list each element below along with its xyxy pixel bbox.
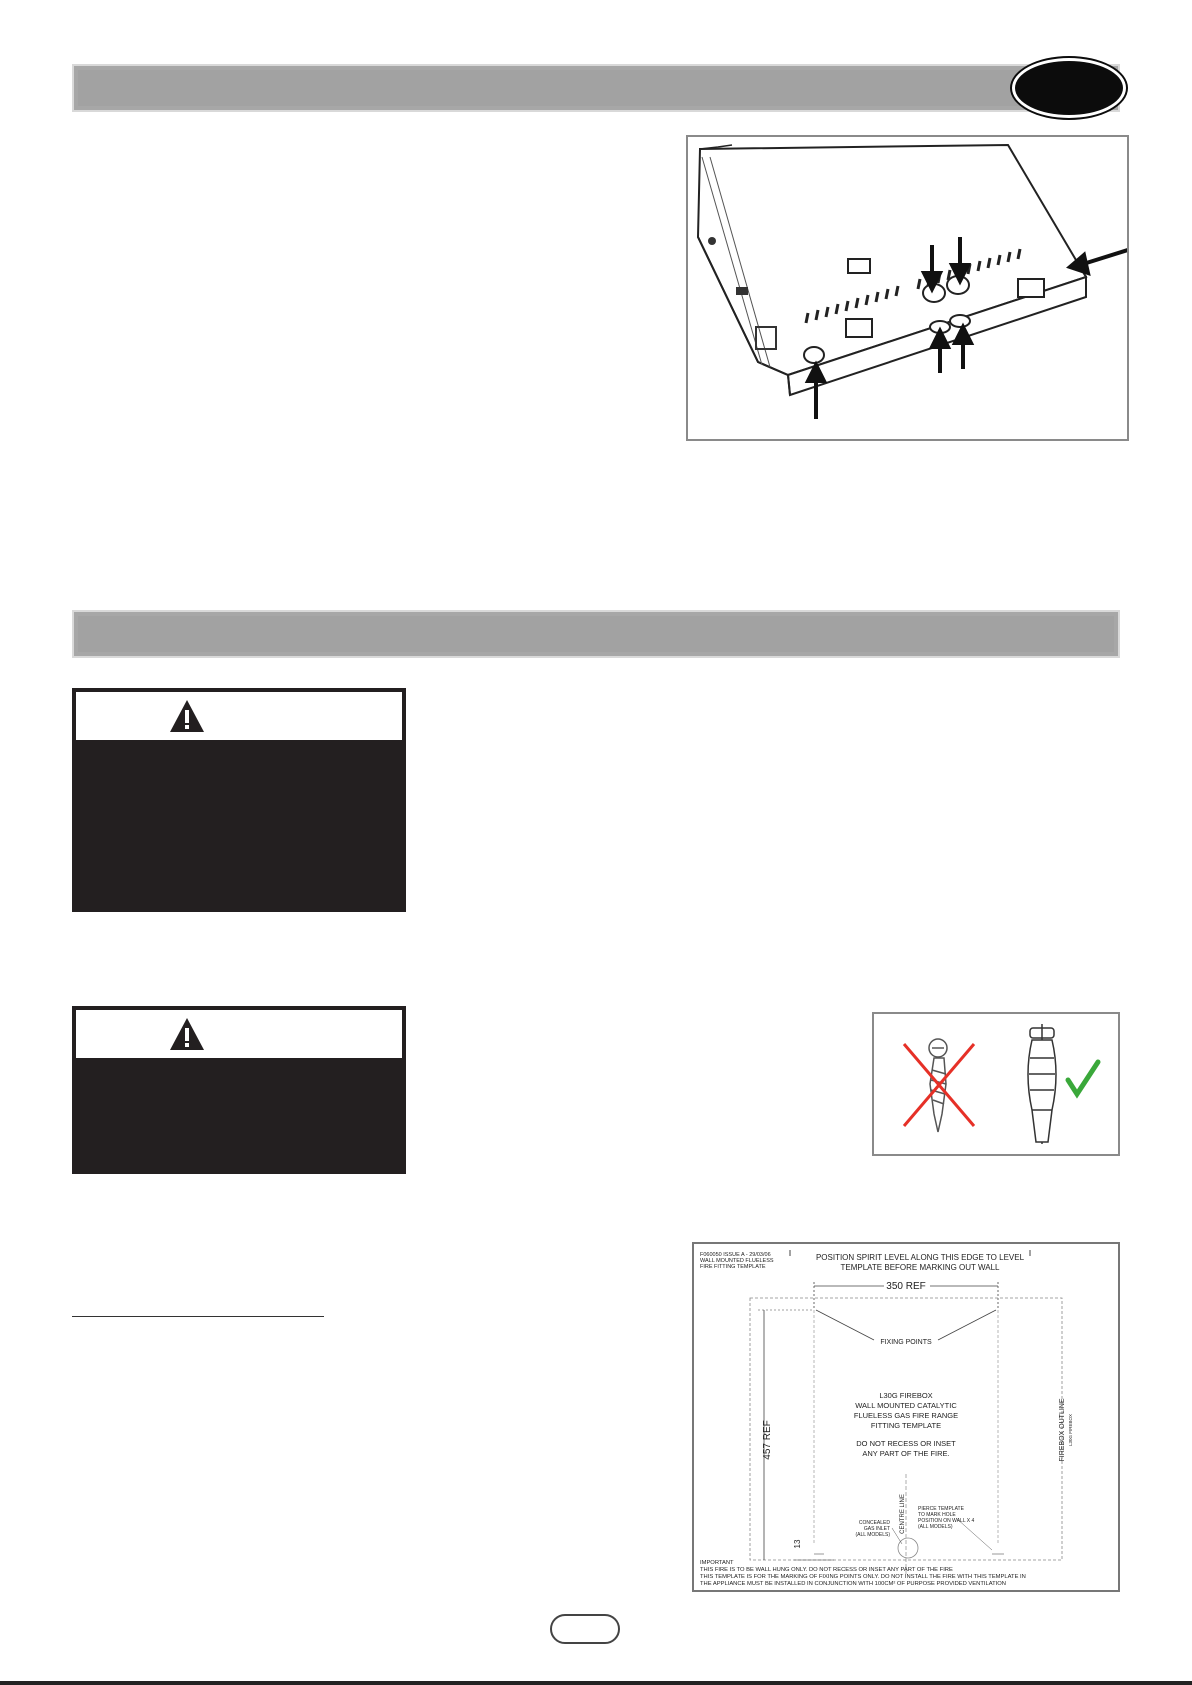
template-height-ref: 457 REF — [762, 1420, 773, 1460]
template-gas-inlet-3: (ALL MODELS) — [855, 1532, 890, 1538]
page-number-oval — [550, 1614, 620, 1644]
template-important-1: THIS FIRE IS TO BE WALL HUNG ONLY. DO NOT RECESS OR INSET ANY PART OF THE FIRE — [700, 1567, 953, 1573]
template-pierce-4: (ALL MODELS) — [918, 1524, 953, 1530]
template-dim-13: 13 — [793, 1539, 802, 1549]
page-bottom-rule — [0, 1681, 1192, 1685]
template-ref-code: F060050 ISSUE A - 29/03/06 — [700, 1252, 771, 1258]
section-header-fill — [78, 616, 1114, 652]
template-width-ref: 350 REF — [886, 1281, 926, 1292]
warning-box-1 — [72, 688, 406, 912]
cavity-plug-correct — [1028, 1024, 1056, 1144]
template-firebox-outline: FIREBOX OUTLINE — [1059, 1398, 1066, 1462]
green-tick-icon — [1068, 1062, 1098, 1094]
wall-plug-comparison — [872, 1012, 1120, 1156]
template-warn-2: ANY PART OF THE FIRE. — [862, 1449, 950, 1458]
fitting-template-drawing — [694, 1244, 1120, 1592]
template-ref-line3: FIRE FITTING TEMPLATE — [700, 1264, 766, 1270]
template-pierce-1: PIERCE TEMPLATE — [918, 1506, 964, 1512]
template-ref-line2: WALL MOUNTED FLUELESS — [700, 1258, 774, 1264]
template-centre-line: CENTRE LINE — [900, 1494, 906, 1534]
template-title-3: FLUELESS GAS FIRE RANGE — [853, 1411, 959, 1420]
template-title-4: FITTING TEMPLATE — [870, 1421, 942, 1430]
language-badge — [1012, 58, 1126, 118]
section-header-bar-1 — [72, 64, 1120, 112]
template-important: IMPORTANT — [700, 1560, 734, 1566]
template-fixing-points: FIXING POINTS — [880, 1339, 932, 1346]
section-header-fill — [78, 70, 1114, 106]
warning-triangle-icon — [168, 698, 206, 734]
template-gas-inlet-1: CONCEALED — [858, 1520, 890, 1526]
section-header-bar-2 — [72, 610, 1120, 658]
template-gas-inlet-2: GAS INLET — [863, 1526, 890, 1532]
warning-header — [74, 690, 404, 742]
template-top-note-2: TEMPLATE BEFORE MARKING OUT WALL — [840, 1263, 1000, 1272]
appliance-underside-illustration — [686, 135, 1129, 441]
underline-rule — [72, 1316, 324, 1317]
appliance-drawing — [688, 137, 1129, 441]
template-top-note-1: POSITION SPIRIT LEVEL ALONG THIS EDGE TO LEVEL — [815, 1253, 1025, 1262]
template-title-1: L30G FIREBOX — [879, 1391, 933, 1400]
fitting-template — [692, 1242, 1120, 1592]
warning-header — [74, 1008, 404, 1060]
template-pierce-2: TO MARK HOLE — [918, 1512, 956, 1518]
warning-triangle-icon — [168, 1016, 206, 1052]
template-firebox-sub: L30G FIREBOX — [1068, 1413, 1073, 1447]
template-warn-1: DO NOT RECESS OR INSET — [856, 1439, 956, 1448]
warning-box-2 — [72, 1006, 406, 1174]
template-important-2: THIS TEMPLATE IS FOR THE MARKING OF FIXING POINTS ONLY. DO NOT INSTALL THE FIRE WITH THIS TEMPLATE IN — [700, 1574, 1026, 1580]
wall-plug-drawing — [874, 1014, 1120, 1156]
template-title-2: WALL MOUNTED CATALYTIC — [855, 1401, 957, 1410]
template-important-3: THE APPLIANCE MUST BE INSTALLED IN CONJUNCTION WITH 100CM² OF PURPOSE PROVIDED VENTILATION — [700, 1581, 1006, 1587]
template-pierce-3: POSITION ON WALL X 4 — [918, 1518, 975, 1524]
